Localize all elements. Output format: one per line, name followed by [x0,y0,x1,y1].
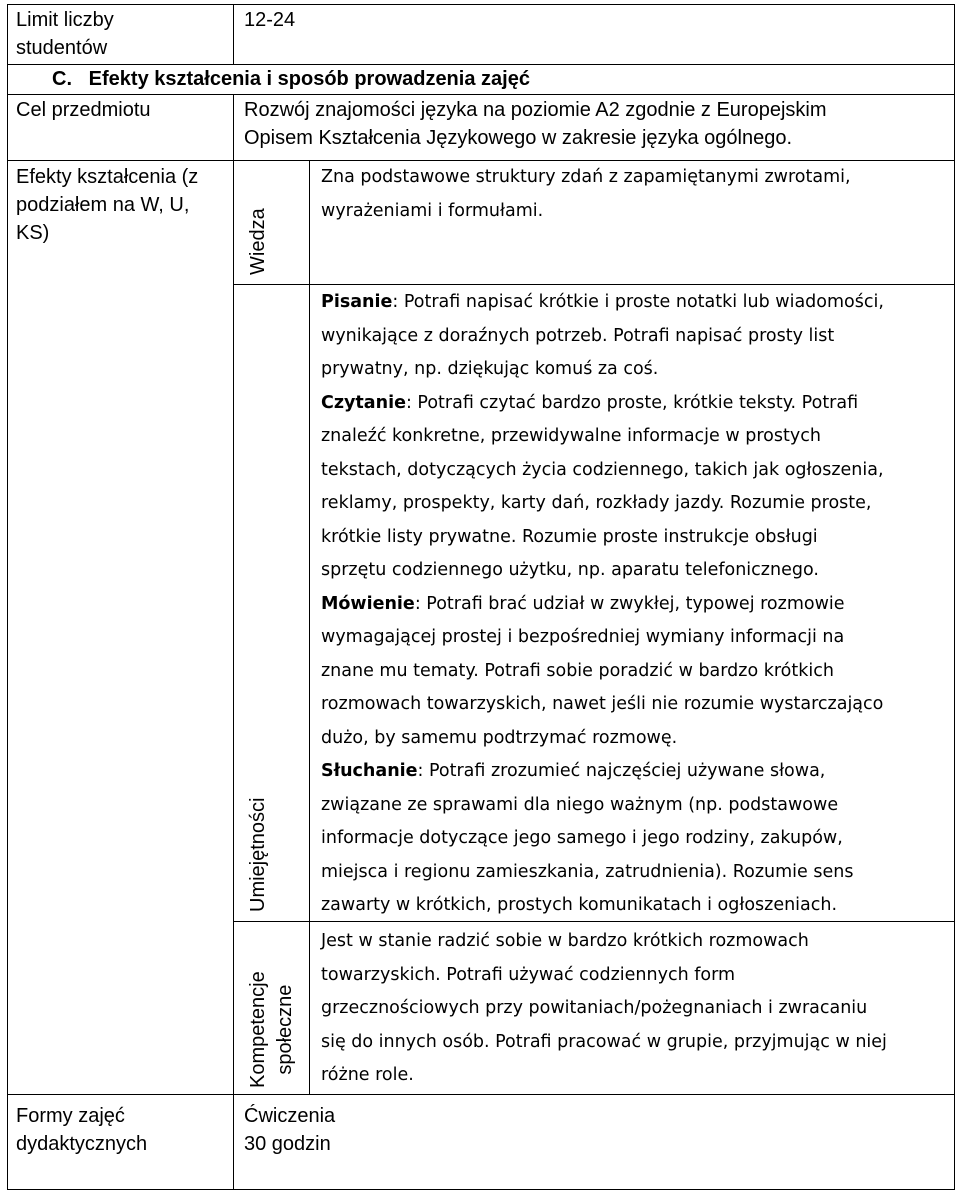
sluchanie-line: miejsca i regionu zamieszkania, zatrudnienia). Rozumie sens [321,861,854,882]
limit-label-line: Limit liczby [16,9,114,31]
kompetencje-line: towarzyskich. Potrafi używać codziennych form [321,964,736,985]
sluchanie-line: zawarty w krótkich, prostych komunikatach i ogłoszeniach. [321,895,838,915]
wiedza-label: Wiedza [247,208,269,275]
wiedza-line: wyrażeniami i formułami. [321,200,544,221]
kompetencje-line: się do innych osób. Potrafi pracować w grupie, przyjmując w niej [321,1031,887,1052]
limit-label-line: studentów [16,37,108,59]
czytanie-line [321,387,951,421]
kompetencje-content [321,925,951,1093]
cel-label: Cel przedmiotu [16,99,151,121]
wiedza-line: Zna podstawowe struktury zdań z zapamiętanymi zwrotami, [321,167,851,187]
formy-label [16,1102,147,1158]
umiejetnosci-content [321,286,951,923]
kompetencje-label-line: Kompetencje [247,971,269,1088]
row-divider [7,1094,955,1095]
kompetencje-line: Jest w stanie radzić sobie w bardzo krótkich rozmowach [321,931,809,951]
pisanie-text: : Potrafi napisać krótkie i proste notatki lub wiadomości, [392,292,884,312]
formy-value [244,1102,335,1158]
czytanie-line: krótkie listy prywatne. Rozumie proste instrukcje obsługi [321,526,818,547]
formy-label-line: Formy zajęć [16,1105,125,1127]
cel-content [244,96,944,152]
mowienie-line: dużo, by samemu podtrzymać rozmowę. [321,727,678,748]
mowienie-line: znane mu tematy. Potrafi sobie poradzić w bardzo krótkich [321,660,834,681]
column-divider [309,160,310,1094]
czytanie-line: tekstach, dotyczących życia codziennego, takich jak ogłoszenia, [321,459,884,480]
kompetencje-label-line: społeczne [274,984,296,1075]
pisanie-line: prywatny, np. dziękując komuś za coś. [321,359,659,379]
umiejetnosci-label: Umiejętności [247,797,269,912]
sluchanie-line: związane ze sprawami dla niego ważnym (np. podstawowe [321,794,839,815]
formy-label-line: dydaktycznych [16,1133,148,1155]
cel-line: Rozwój znajomości języka na poziomie A2 zgodnie z Europejskim [244,99,827,121]
mowienie-text: : Potrafi brać udział w zwykłej, typowej rozmowie [414,593,845,614]
column-divider [233,4,234,64]
table-border-left [7,4,8,1190]
table-border-top [7,4,955,5]
efekty-label-line: KS) [16,222,50,244]
sluchanie-line [321,755,951,789]
pisanie-line: wynikające z doraźnych potrzeb. Potrafi napisać prosty list [321,325,835,346]
row-divider [7,94,955,95]
czytanie-line: reklamy, prospekty, karty dań, rozkłady jazdy. Rozumie proste, [321,493,872,513]
pisanie-line [321,286,951,320]
table-border-right [954,4,955,1190]
kompetencje-label [245,971,299,1088]
limit-value: 12-24 [244,9,296,31]
czytanie-line: sprzętu codziennego użytku, np. aparatu telefonicznego. [321,560,819,580]
sluchanie-line: informacje dotyczące jego samego i jego rodziny, zakupów, [321,828,843,848]
mowienie-line: rozmowach towarzyskich, nawet jeśli nie rozumie wystarczająco [321,694,884,714]
section-c-title: C. Efekty kształcenia i sposób prowadzenia zajęć [52,68,530,90]
czytanie-text: : Potrafi czytać bardzo proste, krótkie teksty. Potrafi [405,392,859,413]
czytanie-heading: Czytanie [321,392,406,413]
mowienie-heading: Mówienie [321,593,415,614]
row-divider [233,284,955,285]
mowienie-line [321,588,951,622]
table-border-bottom [7,1189,955,1190]
sluchanie-heading: Słuchanie [321,761,418,781]
pisanie-heading: Pisanie [321,292,393,312]
wiedza-content [321,161,946,228]
cel-line: Opisem Kształcenia Językowego w zakresie języka ogólnego. [244,127,793,149]
formy-value-line: 30 godzin [244,1133,331,1155]
efekty-label-line: podziałem na W, U, [16,194,190,216]
mowienie-line: wymagającej prostej i bezpośredniej wymiany informacji na [321,627,845,647]
efekty-label-line: Efekty kształcenia (z [16,166,199,188]
kompetencje-line: grzecznościowych przy powitaniach/pożegnaniach i zwracaniu [321,998,868,1018]
limit-label [16,6,114,62]
kompetencje-line: różne role. [321,1065,414,1085]
formy-value-line: Ćwiczenia [244,1105,336,1127]
czytanie-line: znaleźć konkretne, przewidywalne informacje w prostych [321,426,821,446]
efekty-label [16,163,198,247]
column-divider [233,94,234,1189]
sluchanie-text: : Potrafi zrozumieć najczęściej używane słowa, [417,761,826,781]
